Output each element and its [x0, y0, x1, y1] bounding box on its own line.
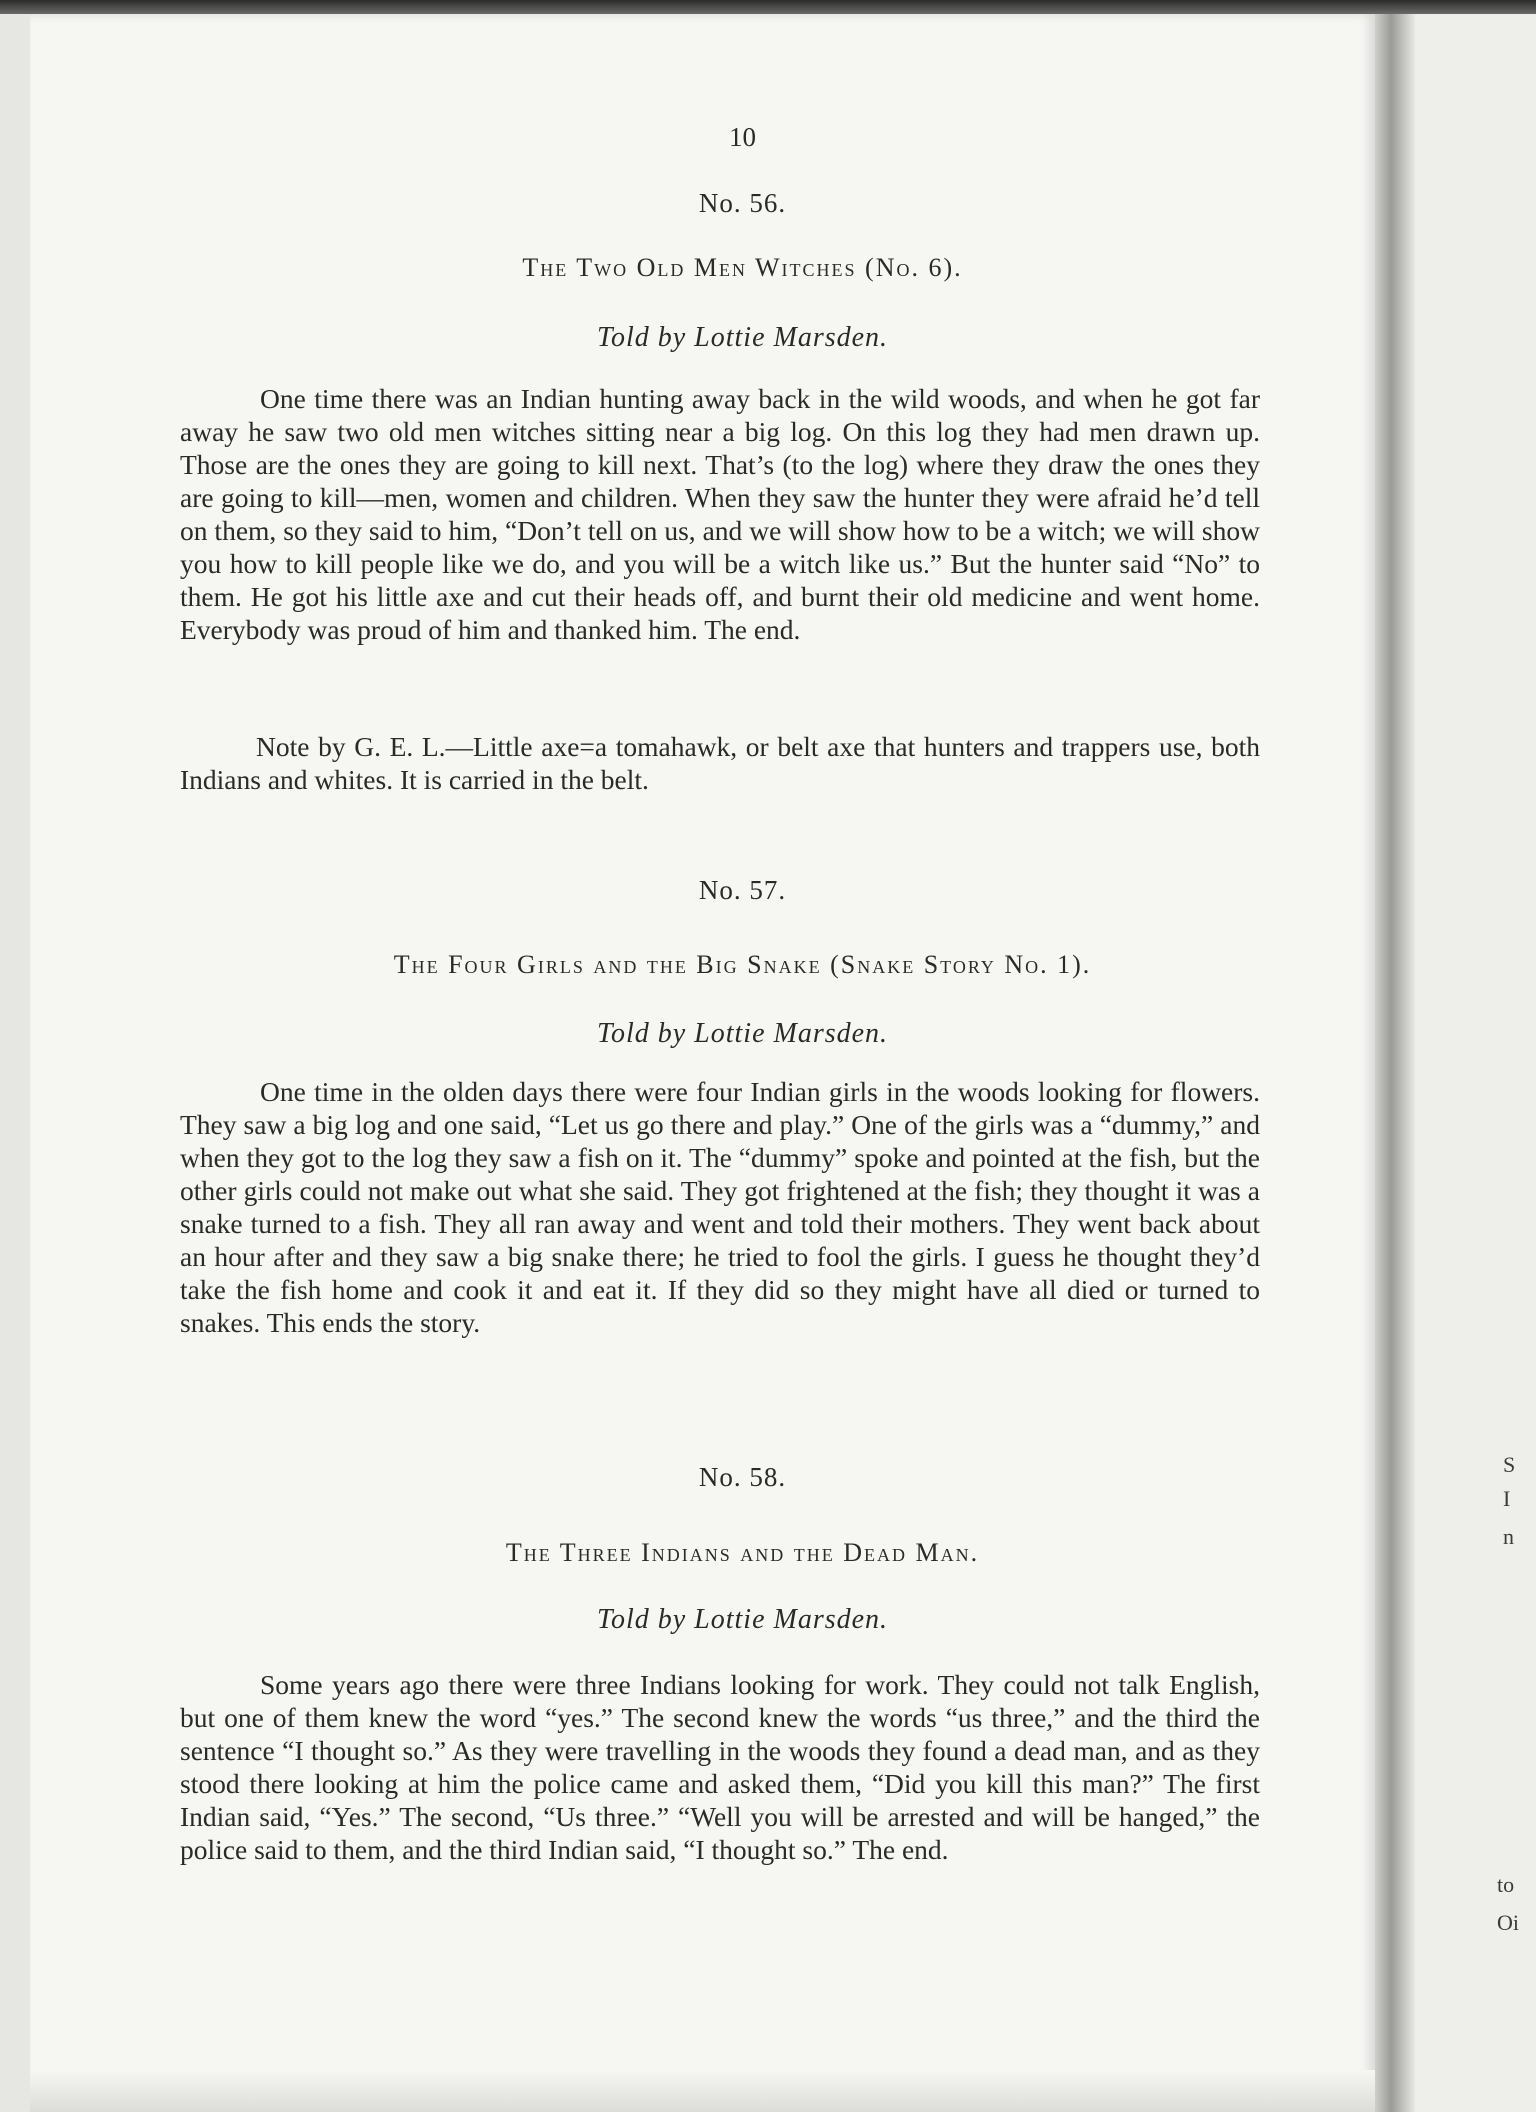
story-narrator: Told by Lottie Marsden.: [596, 322, 889, 353]
page-bottom-edge: [30, 2070, 1375, 2112]
facing-page-fragment: I: [1503, 1486, 1511, 1511]
story-title: The Three Indians and the Dead Man.: [505, 1538, 980, 1567]
story-text: One time in the olden days there were four Indian girls in the woods looking for flowers. They saw a big log and one said, “Let us go there and play.” One of the girls was a “dummy,” and when they got to the log they saw a fish on it. The “dummy” spoke and pointed at the fish, but the other girls could not make out what she said. They got frightened at the fish; they thought it was a snake turned to a fish. They all ran away and went and told their mothers. They went back about an hour after and they saw a big snake there; he tried to fool the girls. I guess he thought they’d take the fish home and cook it and eat it. If they did so they might have all died or turned to snakes. This ends the story.: [180, 1076, 1260, 1338]
facing-page-fragment: S: [1503, 1452, 1516, 1477]
story-number: No. 57.: [698, 875, 787, 905]
story-text: One time there was an Indian hunting away back in the wild woods, and when he got far away he saw two old men witches sitting near a big log. On this log they had men drawn up. Those are the ones they are going to kill next. That’s (to the log) where they draw the ones they are going to kill—men, women and children. When they saw the hunter they were afraid he’d tell on them, so they said to him, “Don’t tell on us, and we will show how to be a witch; we will show you how to kill people like we do, and you will be a witch like us.” But the hunter said “No” to them. He got his little axe and cut their heads off, and burnt their old medicine and went home. Everybody was proud of him and thanked him. The end.: [180, 383, 1260, 645]
story-text: Some years ago there were three Indians looking for work. They could not talk English, but one of them knew the word “yes.” The second knew the words “us three,” and the third the sentence “I thought so.” As they were travelling in the woods they found a dead man, and as they stood there looking at him the police came and asked them, “Did you kill this man?” The first Indian said, “Yes.” The second, “Us three.” “Well you will be arrested and will be hanged,” the police said to them, and the third Indian said, “I thought so.” The end.: [180, 1669, 1260, 1865]
story-narrator: Told by Lottie Marsden.: [596, 1604, 889, 1635]
story-number: No. 56.: [698, 188, 787, 218]
facing-page-fragment: Oi: [1497, 1910, 1519, 1935]
story-title: The Four Girls and the Big Snake (Snake Story No. 1).: [393, 950, 1092, 979]
scan-top-edge: [0, 0, 1536, 14]
story-narrator: Told by Lottie Marsden.: [596, 1018, 889, 1049]
story-title: The Two Old Men Witches (No. 6).: [522, 253, 963, 282]
facing-page-fragment: to: [1497, 1872, 1515, 1897]
story-number: No. 58.: [698, 1462, 787, 1492]
page-number: 10: [729, 122, 756, 152]
story-note: Note by G. E. L.—Little axe=a tomahawk, or belt axe that hunters and trappers use, both Indians and whites. It is carried in the belt.: [180, 731, 1260, 795]
facing-page-fragment: n: [1503, 1524, 1514, 1549]
